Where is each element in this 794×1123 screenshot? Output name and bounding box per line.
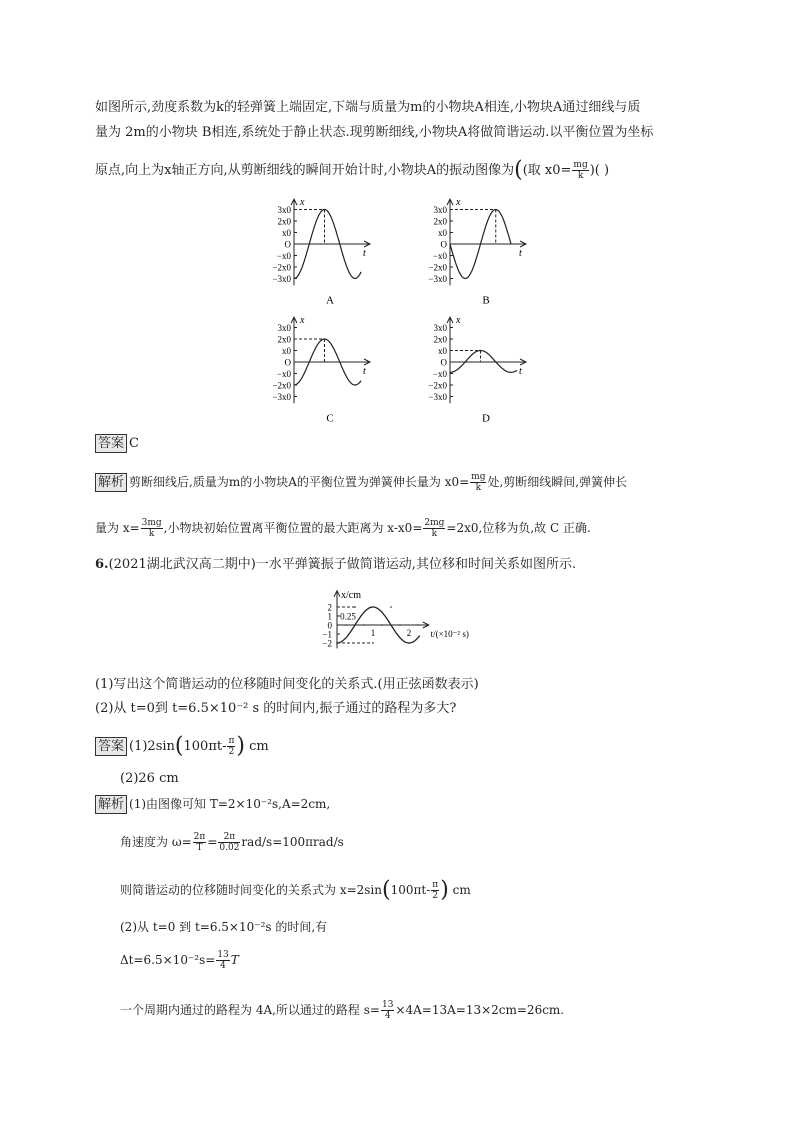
chart-y-label: x/cm <box>341 589 361 601</box>
analysis-2-l3-in: 100πt- <box>390 883 431 897</box>
y-tick-label: 3x0 <box>433 323 447 333</box>
y-tick-label: x0 <box>438 228 447 238</box>
q5-line-1: 如图所示,劲度系数为k的轻弹簧上端固定,下端与质量为m的小物块A相连,小物块A通过细线与质 <box>95 100 641 115</box>
axis-x-label: x <box>300 197 305 209</box>
q5-blank: )( ) <box>589 163 610 178</box>
q6-part-1: (1)写出这个简谐运动的位移随时间变化的关系式.(用正弦函数表示) <box>95 677 479 692</box>
chart-x-label: t/(×10⁻² s) <box>430 629 469 639</box>
y-tick-label: −x0 <box>432 251 447 261</box>
chart-data-point <box>354 606 356 608</box>
y-tick-label: −2x0 <box>272 380 291 391</box>
answer-tag: 答案 <box>95 434 127 453</box>
chart-x-tick-label: 1 <box>370 628 376 638</box>
answer-1-value: C <box>129 436 139 451</box>
q5-x0-def: (取 x0= <box>522 163 572 178</box>
analysis-2-l1: (1)由图像可知 T=2×10⁻²s,A=2cm, <box>129 797 331 811</box>
chart-y-tick-label: 0 <box>327 620 332 631</box>
analysis-1-frac-3: $\frac{2mg}{k}$ <box>424 518 445 539</box>
q6-number: 6. <box>95 557 109 572</box>
y-tick-label: −2x0 <box>428 262 447 273</box>
analysis-1-line-2 <box>95 518 591 539</box>
chart-y-tick-label: −2 <box>322 638 332 649</box>
analysis-2-l2-frac-1: $\frac{2\pi}{T}$ <box>193 832 206 853</box>
analysis-1-text-2: 处,剪断细线瞬间,弹簧伸长 <box>487 475 628 489</box>
chart-y-tick-label: 1 <box>327 611 332 622</box>
y-tick-label: −2x0 <box>428 380 447 391</box>
y-tick-label: O <box>440 239 447 250</box>
axis-t-label: t <box>519 366 522 377</box>
analysis-tag: 解析 <box>95 473 127 492</box>
analysis-2-l5-frac: $\frac{13}{4}$ <box>217 950 229 971</box>
chart-y-tick-label: −1 <box>322 629 332 640</box>
y-tick-label: 3x0 <box>277 205 291 215</box>
q6-text: (2021湖北武汉高二期中)一水平弹簧振子做简谐运动,其位移和时间关系如图所示. <box>108 557 577 572</box>
chart-data-point <box>372 642 374 644</box>
analysis-1-frac-2: $\frac{3mg}{k}$ <box>141 518 162 539</box>
analysis-2-l6-pre: 一个周期内通过的路程为 4A,所以通过的路程 s= <box>120 1003 380 1017</box>
chart-x-tick-label: 0.25 <box>340 611 356 622</box>
y-tick-label: −x0 <box>276 251 291 261</box>
analysis-2-l3-pre: 则简谐运动的位移随时间变化的关系式为 x=2sin <box>120 883 382 897</box>
y-tick-label: −3x0 <box>272 274 291 284</box>
q5-line-2: 量为 2m的小物块 B相连,系统处于静止状态.现剪断细线,小物块A将做简谐运动.以平衡位置为坐标 <box>95 125 654 140</box>
y-tick-label: −x0 <box>276 369 291 379</box>
analysis-2-line-1 <box>95 795 330 814</box>
chart-data-point <box>399 624 401 626</box>
answer-2-inner: 100πt- <box>183 739 227 754</box>
y-tick-label: x0 <box>438 346 447 356</box>
axis-t-label: t <box>363 248 366 259</box>
y-tick-label: −2x0 <box>272 262 291 273</box>
y-tick-label: −3x0 <box>272 392 291 402</box>
answer-2-part-2: (2)26 cm <box>120 771 179 786</box>
y-tick-label: x0 <box>282 228 291 238</box>
y-tick-label: 3x0 <box>277 323 291 333</box>
analysis-1-text-3: 量为 x= <box>95 521 140 535</box>
analysis-2-l6-post: ×4A=13A=13×2cm=26cm. <box>395 1003 565 1017</box>
answer-tag-2: 答案 <box>95 737 127 756</box>
analysis-2-line-5 <box>120 950 239 971</box>
option-label: C <box>326 412 334 425</box>
oscillation-curve <box>450 351 517 373</box>
analysis-2-l2-post: rad/s=100πrad/s <box>241 835 344 849</box>
chart-data-point <box>336 642 338 644</box>
option-label: D <box>482 412 490 425</box>
axis-t-label: t <box>519 248 522 259</box>
answer-2: 答案 (1)2sin(100πt- $\frac{\pi}{2}$ ) cm <box>95 736 269 757</box>
displacement-time-chart <box>0 580 794 672</box>
chart-data-point <box>345 624 347 626</box>
analysis-2-l3-frac: $\frac{\pi}{2}$ <box>432 880 439 901</box>
chart-x-tick-label: 2 <box>406 628 412 638</box>
y-tick-label: O <box>284 357 291 368</box>
analysis-2-l5-pre: Δt=6.5×10⁻²s= <box>120 953 216 967</box>
option-graphs <box>0 196 794 436</box>
q5-line-3: 原点,向上为x轴正方向,从剪断细线的瞬间开始计时,小物块A的振动图像为((取 x0= $\frac{mg}{k}$ )( ) <box>95 157 610 183</box>
q5-line-3-text: 原点,向上为x轴正方向,从剪断细线的瞬间开始计时,小物块A的振动图像为 <box>95 163 515 178</box>
y-tick-label: O <box>284 239 291 250</box>
analysis-1-text-1: 剪断细线后,质量为m的小物块A的平衡位置为弹簧伸长量为 x0= <box>129 475 470 489</box>
y-tick-label: 2x0 <box>433 334 447 345</box>
analysis-2-line-6 <box>120 1000 564 1021</box>
answer-1 <box>95 434 139 453</box>
chart-data-point <box>381 624 383 626</box>
chart-y-tick-label: 2 <box>327 602 332 613</box>
answer-2-frac: $\frac{\pi}{2}$ <box>228 736 235 757</box>
analysis-1-text-5: =2x0,位移为负,故 C 正确. <box>446 521 591 535</box>
option-label: B <box>482 294 490 307</box>
analysis-1-line-1 <box>95 472 627 493</box>
analysis-2-line-4: (2)从 t=0 到 t=6.5×10⁻²s 的时间,有 <box>120 920 328 934</box>
chart-data-point <box>417 624 419 626</box>
y-tick-label: x0 <box>282 346 291 356</box>
y-tick-label: 2x0 <box>277 216 291 227</box>
q6-stem <box>95 556 576 574</box>
q6-part-2: (2)从 t=0到 t=6.5×10⁻² s 的时间内,振子通过的路程为多大? <box>95 701 457 716</box>
axis-t-label: t <box>363 366 366 377</box>
chart-data-point <box>408 642 410 644</box>
answer-2-part-1: (1)2sin <box>129 739 175 754</box>
option-label: A <box>326 294 334 307</box>
chart-data-point <box>390 606 392 608</box>
axis-x-label: x <box>456 315 461 327</box>
y-tick-label: 3x0 <box>433 205 447 215</box>
answer-2-unit: cm <box>249 739 269 754</box>
analysis-2-l2-mid: = <box>207 835 218 849</box>
y-tick-label: 2x0 <box>277 334 291 345</box>
analysis-2-line-2 <box>120 832 344 853</box>
analysis-tag-2: 解析 <box>95 795 127 814</box>
y-tick-label: 2x0 <box>433 216 447 227</box>
y-tick-label: −x0 <box>432 369 447 379</box>
axis-x-label: x <box>300 315 305 327</box>
y-tick-label: O <box>440 357 447 368</box>
analysis-1-text-4: ,小物块初始位置离平衡位置的最大距离为 x-x0= <box>163 521 423 535</box>
analysis-2-line-3: 则简谐运动的位移随时间变化的关系式为 x=2sin(100πt- $\frac{\pi}{2}$ ) cm <box>120 877 471 903</box>
chart-data-point <box>363 624 365 626</box>
analysis-2-l6-frac: $\frac{13}{4}$ <box>381 1000 394 1021</box>
analysis-2-l5-post: T <box>230 953 239 967</box>
analysis-1-frac-1: $\frac{mg}{k}$ <box>471 472 486 493</box>
analysis-2-l3-post: cm <box>452 883 471 897</box>
axis-x-label: x <box>456 197 461 209</box>
analysis-2-l2-frac-2: $\frac{2\pi}{0.02}$ <box>219 832 240 853</box>
q5-fraction: $\frac{mg}{k}$ <box>573 160 588 181</box>
y-tick-label: −3x0 <box>428 274 447 284</box>
analysis-2-l2-pre: 角速度为 ω= <box>120 835 192 849</box>
y-tick-label: −3x0 <box>428 392 447 402</box>
